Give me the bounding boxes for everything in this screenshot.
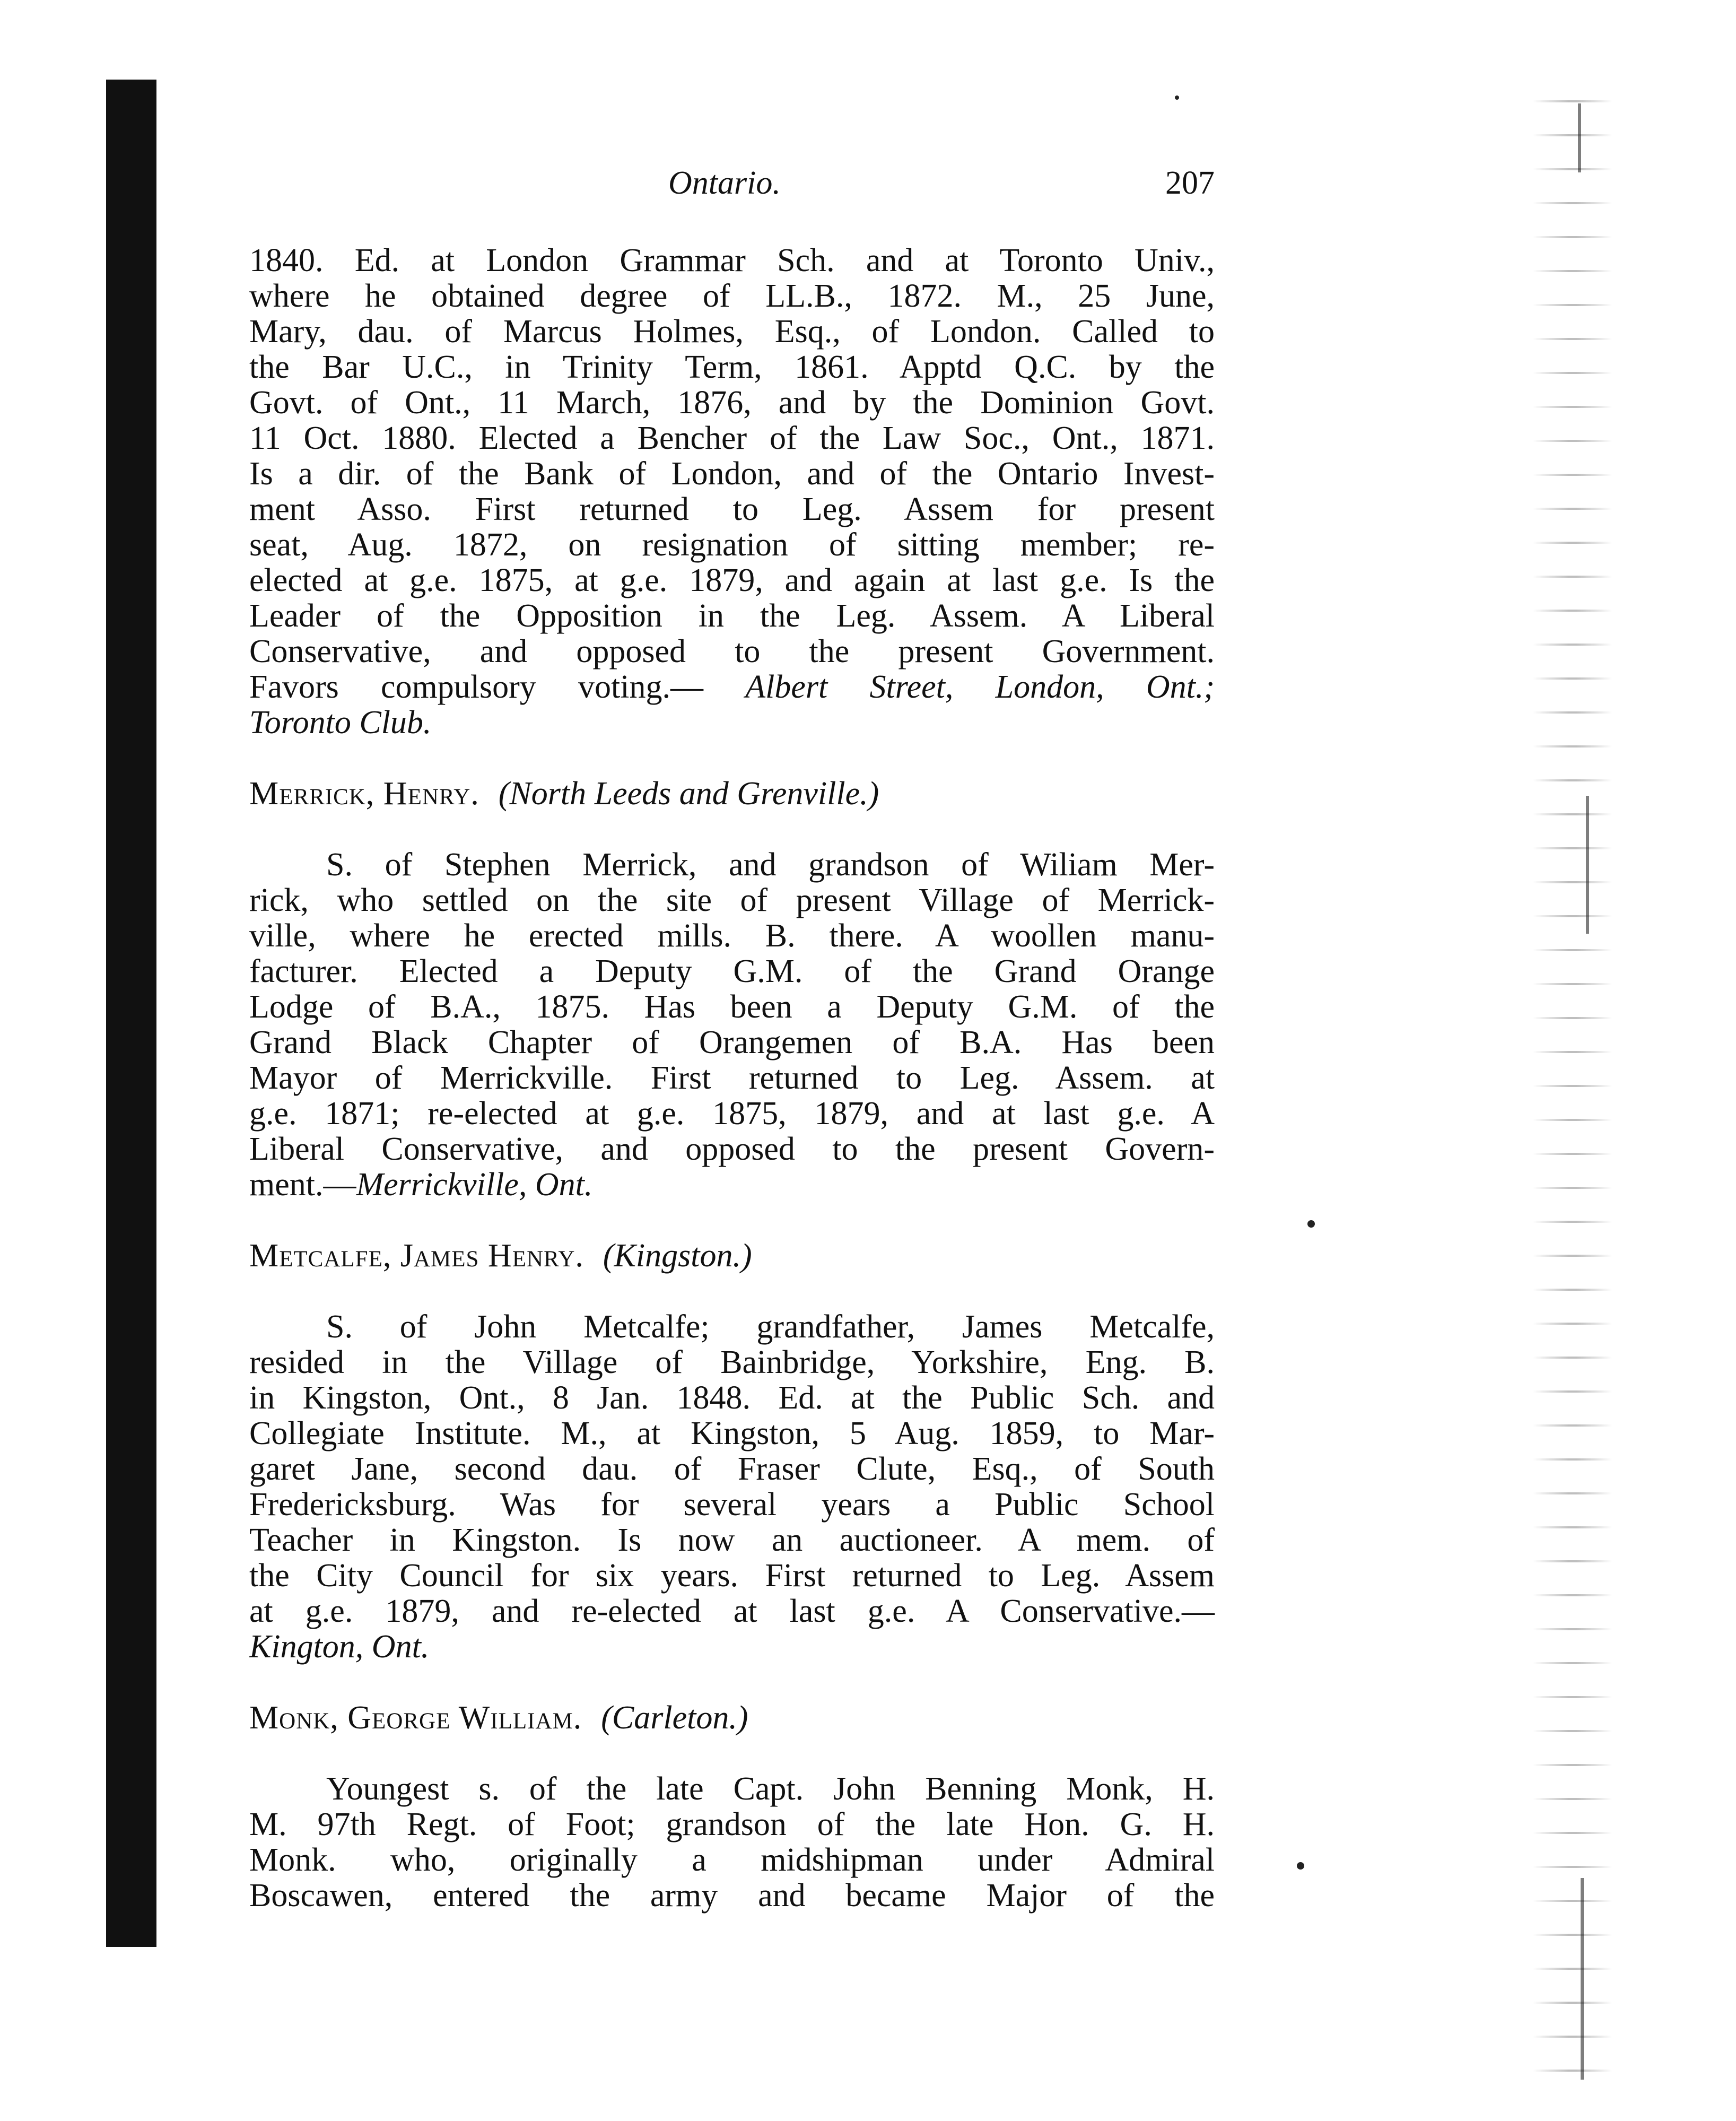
entry-heading (249, 1700, 1215, 1736)
spacer (249, 1274, 1215, 1309)
spacer (249, 1203, 1215, 1238)
text-line: 1840. Ed. at London Grammar Sch. and at Toronto Univ., (249, 242, 1215, 279)
running-head (249, 164, 1215, 207)
riding: (Carleton.) (601, 1700, 748, 1736)
member-name: Monk, George William. (249, 1700, 582, 1736)
entry-heading (249, 776, 1215, 812)
text-line: Teacher in Kingston. Is now an auctioneer. A mem. of (249, 1522, 1215, 1558)
text-line: garet Jane, second dau. of Fraser Clute, Esq., of South (249, 1451, 1215, 1487)
page-number: 207 (1165, 165, 1215, 201)
text-line: in Kingston, Ont., 8 Jan. 1848. Ed. at the Public Sch. and (249, 1380, 1215, 1416)
entry-heading (249, 1238, 1215, 1274)
text-line: Collegiate Institute. M., at Kingston, 5 Aug. 1859, to Mar- (249, 1415, 1215, 1451)
ink-speck (1297, 1862, 1304, 1870)
text-line: Liberal Conservative, and opposed to the present Govern- (249, 1131, 1215, 1167)
spacer (249, 1665, 1215, 1700)
page-edge-line (1578, 103, 1581, 172)
text-fragment: Favors compulsory voting.— (249, 669, 746, 705)
text-line: seat, Aug. 1872, on resignation of sitting member; re- (249, 527, 1215, 563)
spacer (249, 1736, 1215, 1771)
text-line: Fredericksburg. Was for several years a Public School (249, 1487, 1215, 1523)
page-edge-marks (1533, 90, 1612, 2085)
running-title: Ontario. (668, 165, 781, 201)
text-line: S. of Stephen Merrick, and grandson of Wiliam Mer- (326, 847, 1215, 883)
member-name: Metcalfe, James Henry. (249, 1238, 584, 1274)
text-line: Govt. of Ont., 11 March, 1876, and by the Dominion Govt. (249, 385, 1215, 421)
text-line: Youngest s. of the late Capt. John Benning Monk, H. (326, 1771, 1215, 1807)
spacer (249, 812, 1215, 847)
address: Toronto Club. (249, 705, 432, 741)
spacer (249, 741, 1215, 776)
ink-speck (1175, 95, 1179, 100)
address: Merrickville, Ont. (356, 1167, 593, 1203)
text-line: Leader of the Opposition in the Leg. Assem. A Liberal (249, 598, 1215, 634)
riding: (Kingston.) (603, 1238, 752, 1274)
binding-shadow (106, 80, 156, 1947)
text-line: the Bar U.C., in Trinity Term, 1861. Apptd Q.C. by the (249, 349, 1215, 385)
page-edge-line (1586, 796, 1589, 934)
text-line: Lodge of B.A., 1875. Has been a Deputy G.M. of the (249, 989, 1215, 1025)
text-line: Mary, dau. of Marcus Holmes, Esq., of London. Called to (249, 314, 1215, 350)
text-line (249, 670, 1215, 705)
text-line: ment Asso. First returned to Leg. Assem for present (249, 491, 1215, 527)
text-line: where he obtained degree of LL.B., 1872. M., 25 June, (249, 278, 1215, 314)
text-line: facturer. Elected a Deputy G.M. of the Grand Orange (249, 953, 1215, 989)
text-line: Grand Black Chapter of Orangemen of B.A. Has been (249, 1024, 1215, 1060)
text-line: ville, where he erected mills. B. there. A woollen manu- (249, 918, 1215, 954)
text-line: elected at g.e. 1875, at g.e. 1879, and again at last g.e. Is the (249, 562, 1215, 598)
text-line: at g.e. 1879, and re-elected at last g.e. A Conservative.— (249, 1593, 1215, 1629)
page-edge-line (1581, 1878, 1584, 2080)
text-line: Boscawen, entered the army and became Major of the (249, 1877, 1215, 1914)
text-line: Mayor of Merrickville. First returned to Leg. Assem. at (249, 1060, 1215, 1096)
text-line: g.e. 1871; re-elected at g.e. 1875, 1879, and at last g.e. A (249, 1096, 1215, 1132)
text-line (249, 705, 1215, 741)
text-line: M. 97th Regt. of Foot; grandson of the late Hon. G. H. (249, 1806, 1215, 1842)
member-name: Merrick, Henry. (249, 776, 479, 812)
text-line (249, 1629, 1215, 1665)
riding: (North Leeds and Grenville.) (498, 776, 879, 812)
text-line: Is a dir. of the Bank of London, and of the Ontario Invest- (249, 456, 1215, 492)
text-line: resided in the Village of Bainbridge, Yorkshire, Eng. B. (249, 1344, 1215, 1380)
address: Kington, Ont. (249, 1629, 430, 1665)
text-line: S. of John Metcalfe; grandfather, James Metcalfe, (326, 1309, 1215, 1345)
text-line: the City Council for six years. First returned to Leg. Assem (249, 1558, 1215, 1594)
text-line: Conservative, and opposed to the present Government. (249, 633, 1215, 670)
text-line: 11 Oct. 1880. Elected a Bencher of the Law Soc., Ont., 1871. (249, 420, 1215, 456)
text-fragment: ment.— (249, 1167, 356, 1203)
text-line (249, 1167, 1215, 1203)
text-line: Monk. who, originally a midshipman under Admiral (249, 1842, 1215, 1878)
address: Albert Street, London, Ont.; (745, 669, 1215, 705)
text-line: rick, who settled on the site of present Village of Merrick- (249, 882, 1215, 918)
ink-speck (1307, 1220, 1315, 1228)
text-block (249, 243, 1215, 1914)
